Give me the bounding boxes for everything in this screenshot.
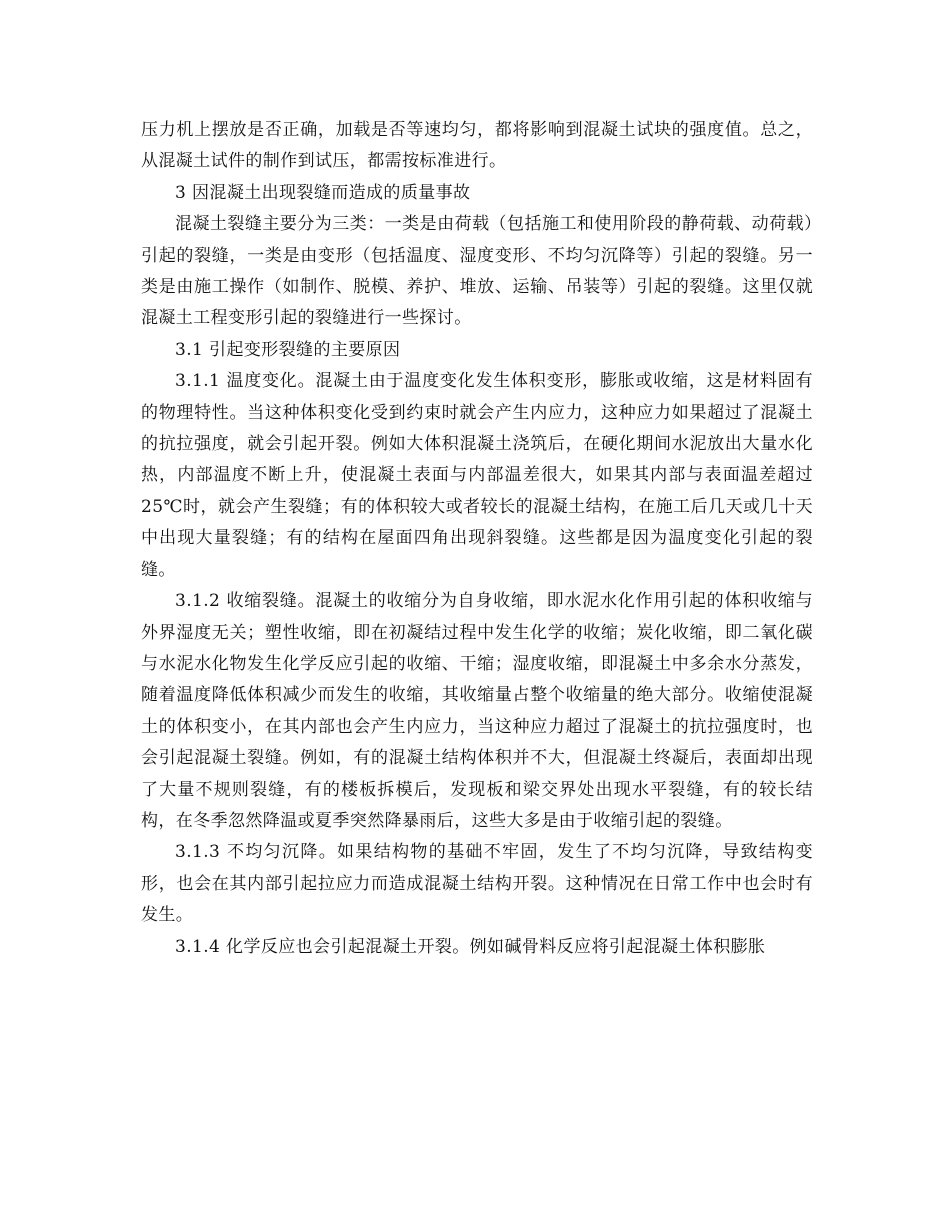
section-heading-3: 3 因混凝土出现裂缝而造成的质量事故 <box>175 182 471 203</box>
paragraph-3-1-3: 3.1.3 不均匀沉降。如果结构物的基础不牢固，发生了不均匀沉降，导致结构变形，也会在其内部引起拉应力而造成混凝土结构开裂。这种情况在日常工作中也会时有发生。 <box>141 842 813 926</box>
section-heading-3-1: 3.1 引起变形裂缝的主要原因 <box>175 339 401 360</box>
paragraph-3-1-1: 3.1.1 温度变化。混凝土由于温度变化发生体积变形，膨胀或收缩，这是材料固有的物理特性。当这种体积变化受到约束时就会产生内应力，这种应力如果超过了混凝土的抗拉强度，就会引起开裂。例如大体积混凝土浇筑后，在硬化期间水泥放出大量水化热，内部温度不断上升，使混凝土表面与内部温差很大，如果其内部与表面温差超过 25℃时，就会产生裂缝；有的体积较大或者较长的混凝土结构，在施工后几天或几十天中出现大量裂缝；有的结构在屋面四角出现斜裂缝。这些都是因为温度变化引起的裂缝。 <box>141 371 813 580</box>
paragraph-crack-types: 混凝土裂缝主要分为三类：一类是由荷载（包括施工和使用阶段的静荷载、动荷载）引起的裂缝，一类是由变形（包括温度、湿度变形、不均匀沉降等）引起的裂缝。另一类是由施工操作（如制作、脱模、养护、堆放、运输、吊装等）引起的裂缝。这里仅就混凝土工程变形引起的裂缝进行一些探讨。 <box>141 214 813 329</box>
document-body <box>141 115 813 963</box>
paragraph-3-1-2: 3.1.2 收缩裂缝。混凝土的收缩分为自身收缩，即水泥水化作用引起的体积收缩与外界湿度无关；塑性收缩，即在初凝结过程中发生化学的收缩；炭化收缩，即二氧化碳与水泥水化物发生化学反应引起的收缩、干缩；湿度收缩，即混凝土中多余水分蒸发，随着温度降低体积减少而发生的收缩，其收缩量占整个收缩量的绝大部分。收缩使混凝土的体积变小，在其内部也会产生内应力，当这种应力超过了混凝土的抗拉强度时，也会引起混凝土裂缝。例如，有的混凝土结构体积并不大，但混凝土终凝后，表面却出现了大量不规则裂缝，有的楼板拆模后，发现板和梁交界处出现水平裂缝，有的较长结构，在冬季忽然降温或夏季突然降暴雨后，这些大多是由于收缩引起的裂缝。 <box>141 591 813 831</box>
paragraph-continuation: 压力机上摆放是否正确，加载是否等速均匀，都将影响到混凝土试块的强度值。总之，从混凝土试件的制作到试压，都需按标准进行。 <box>141 120 813 172</box>
paragraph-3-1-4: 3.1.4 化学反应也会引起混凝土开裂。例如碱骨料反应将引起混凝土体积膨胀 <box>175 936 766 957</box>
